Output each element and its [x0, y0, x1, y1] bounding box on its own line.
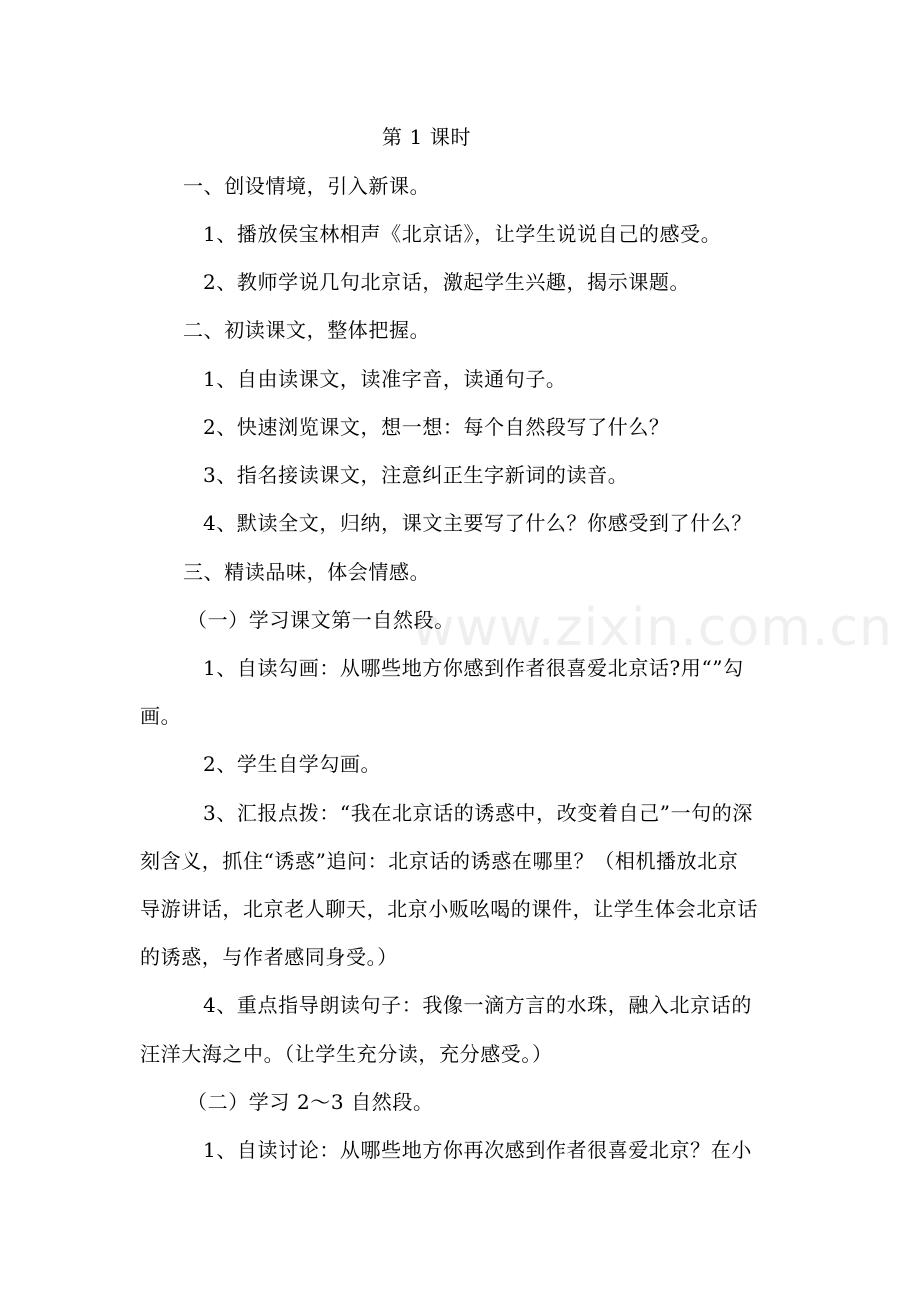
lesson-title: 第 1 课时 [382, 125, 472, 149]
section-heading-2: 二、初读课文，整体把握。 [183, 318, 431, 342]
paragraph-continuation: 刻含义，抓住“诱惑”追问：北京话的诱惑在哪里？（相机播放北京 [140, 849, 739, 873]
paragraph-continuation: 导游讲话，北京老人聊天，北京小贩吆喝的课件，让学生体会北京话 [140, 897, 758, 921]
paragraph-line: 2、教师学说几句北京话，激起学生兴趣，揭示课题。 [203, 270, 691, 294]
subsection-heading-1: （一）学习课文第一自然段。 [187, 608, 455, 632]
paragraph-line: 1、自读讨论：从哪些地方你再次感到作者很喜爱北京？在小 [203, 1138, 752, 1162]
paragraph-line: 1、播放侯宝林相声《北京话》，让学生说说自己的感受。 [203, 222, 722, 246]
section-heading-1: 一、创设情境，引入新课。 [183, 174, 431, 198]
subsection-heading-2: （二）学习 2～3 自然段。 [187, 1090, 434, 1114]
paragraph-continuation: 的诱惑，与作者感同身受。） [140, 945, 398, 969]
watermark: www.zixin.com.cn [412, 598, 893, 658]
paragraph-continuation: 画。 [140, 704, 182, 728]
paragraph-continuation: 汪洋大海之中。（让学生充分读，充分感受。） [140, 1042, 553, 1066]
paragraph-line: 2、学生自学勾画。 [203, 752, 382, 776]
paragraph-line: 3、汇报点拨：“我在北京话的诱惑中，改变着自己”一句的深 [203, 801, 753, 825]
paragraph-line: 4、默读全文，归纳，课文主要写了什么？你感受到了什么？ [203, 511, 752, 535]
paragraph-line: 1、自由读课文，读准字音，读通句子。 [203, 367, 567, 391]
paragraph-line: 4、重点指导朗读句子：我像一滴方言的水珠，融入北京话的 [203, 993, 752, 1017]
paragraph-line: 3、指名接读课文，注意纠正生字新词的读音。 [203, 463, 629, 487]
paragraph-line: 1、自读勾画：从哪些地方你感到作者很喜爱北京话?用“”勾 [203, 656, 744, 680]
section-heading-3: 三、精读品味，体会情感。 [183, 560, 431, 584]
paragraph-line: 2、快速浏览课文，想一想：每个自然段写了什么？ [203, 415, 670, 439]
